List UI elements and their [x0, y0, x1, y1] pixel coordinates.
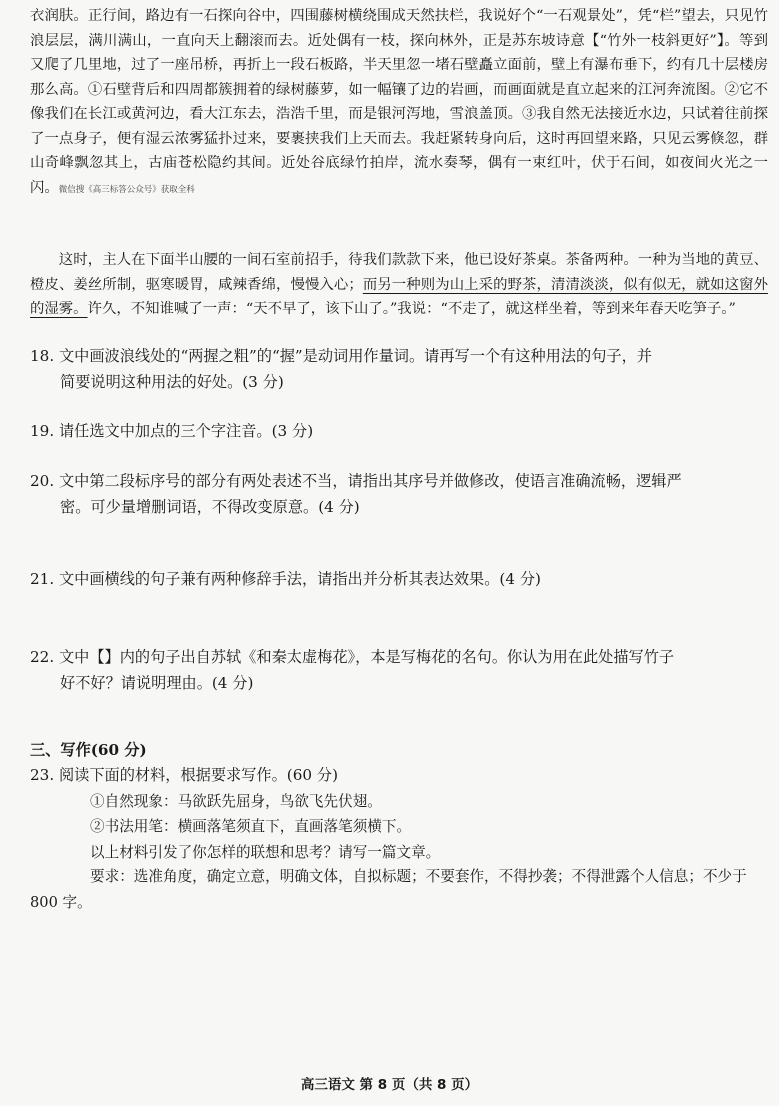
question-text: 请任选文中加点的三个字注音。(3 分) [58, 422, 314, 440]
question-20 [30, 468, 770, 520]
question-19 [30, 418, 770, 444]
question-text: 文中第二段标序号的部分有两处表述不当，请指出其序号并做修改，使语言准确流畅，逻辑严 [58, 472, 682, 490]
writing-prompt: 以上材料引发了你怎样的联想和思考？请写一篇文章。 [90, 844, 441, 861]
question-number: 22. [30, 648, 55, 666]
passage-text: 衣润肤。正行间，路边有一石探向谷中，四围藤树横绕围成天然扶栏，我说好个“一石观景处”，凭“栏”望去，只见竹浪层层，满川满山，一直向天上翻滚而去。近处偶有一枝，探向林外，正是苏东坡诗意 [30, 8, 768, 49]
question-text: 密。可少量增删词语，不得改变原意。(4 分) [60, 498, 360, 516]
question-18 [30, 343, 770, 395]
question-23 [30, 762, 770, 788]
passage-text: 。等到又爬了几里地，过了一座吊桥，再折上一段石板路，半天里忽一堵石壁矗立面前，壁上有瀑布垂下，约有几十层楼房那么高。①石壁背后和四周都簇拥着的绿树藤萝，如一幅镶了边的岩画，而画面就是直立起来的江河奔流图。②它不像我们在长江或黄河边，看大江东去，浩浩千里，而是银河泻地，雪浪盖顶。③我自然无法接近水边，只试着往前探了一点身子，便有湿云浓雾猛扑过来，要裹挟我们上天而去。我赶紧转身向后，这时再回望来路，只见云雾倏忽，群山奇峰飘忽其上，古庙苍松隐约其间。近处谷底绿竹拍岸，流水奏琴，偶有一束红叶，伏于石间，如夜间火光之一闪。 [30, 32, 768, 196]
question-number: 23. [30, 766, 55, 784]
question-number: 20. [30, 472, 55, 490]
question-22 [30, 644, 770, 696]
passage-paragraph-1 [30, 4, 768, 202]
passage-paragraph-2 [30, 248, 768, 322]
material-2: ②书法用笔：横画落笔须直下，直画落笔须横下。 [90, 818, 412, 835]
question-21 [30, 566, 770, 592]
question-text: 阅读下面的材料，根据要求写作。(60 分) [58, 766, 338, 784]
material-1: ①自然现象：马欲跃先屈身，鸟欲飞先伏翅。 [90, 793, 382, 810]
question-number: 18. [30, 347, 55, 365]
question-text: 文中画波浪线处的“两握之粗”的“握”是动词用作量词。请再写一个有这种用法的句子，并 [58, 347, 652, 365]
question-text: 文中画横线的句子兼有两种修辞手法，请指出并分析其表达效果。(4 分) [58, 570, 541, 588]
watermark-text: 微信搜《高三标答公众号》获取全科 [58, 184, 195, 195]
question-text: 文中【】内的句子出自苏轼《和秦太虚梅花》，本是写梅花的名句。你认为用在此处描写竹子 [58, 648, 675, 666]
passage-text: 这时，主人在下面半山腰的一间石室前招手，待我们款款下来，他已设好茶桌。茶备两种。一种为当地的黄豆、橙皮、姜丝所制，驱寒暖胃，咸辣香绵，慢慢入心； [30, 252, 768, 293]
passage-text: 许久，不知谁喊了一声：“天不早了，该下山了。”我说：“不走了，就这样坐着，等到来年春天吃笋子。” [87, 301, 736, 317]
underlined-sentence: 而另一种则为山上采的野茶，清清淡淡，似有似无，就如这窗外的湿雾。 [30, 276, 768, 317]
page-footer: 高三语文 第 8 页（共 8 页） [300, 1077, 479, 1093]
question-text: 简要说明这种用法的好处。(3 分) [60, 373, 284, 391]
bracketed-quote: 【“竹外一枝斜更好”】 [584, 32, 725, 49]
writing-requirements: 要求：选准角度，确定立意，明确文体，自拟标题；不要套作，不得抄袭；不得泄露个人信息；不少于 800 字。 [30, 868, 747, 911]
section-title-writing: 三、写作(60 分) [30, 741, 147, 759]
question-text: 好不好？请说明理由。(4 分) [60, 674, 254, 692]
question-number: 21. [30, 570, 55, 588]
question-number: 19. [30, 422, 55, 440]
